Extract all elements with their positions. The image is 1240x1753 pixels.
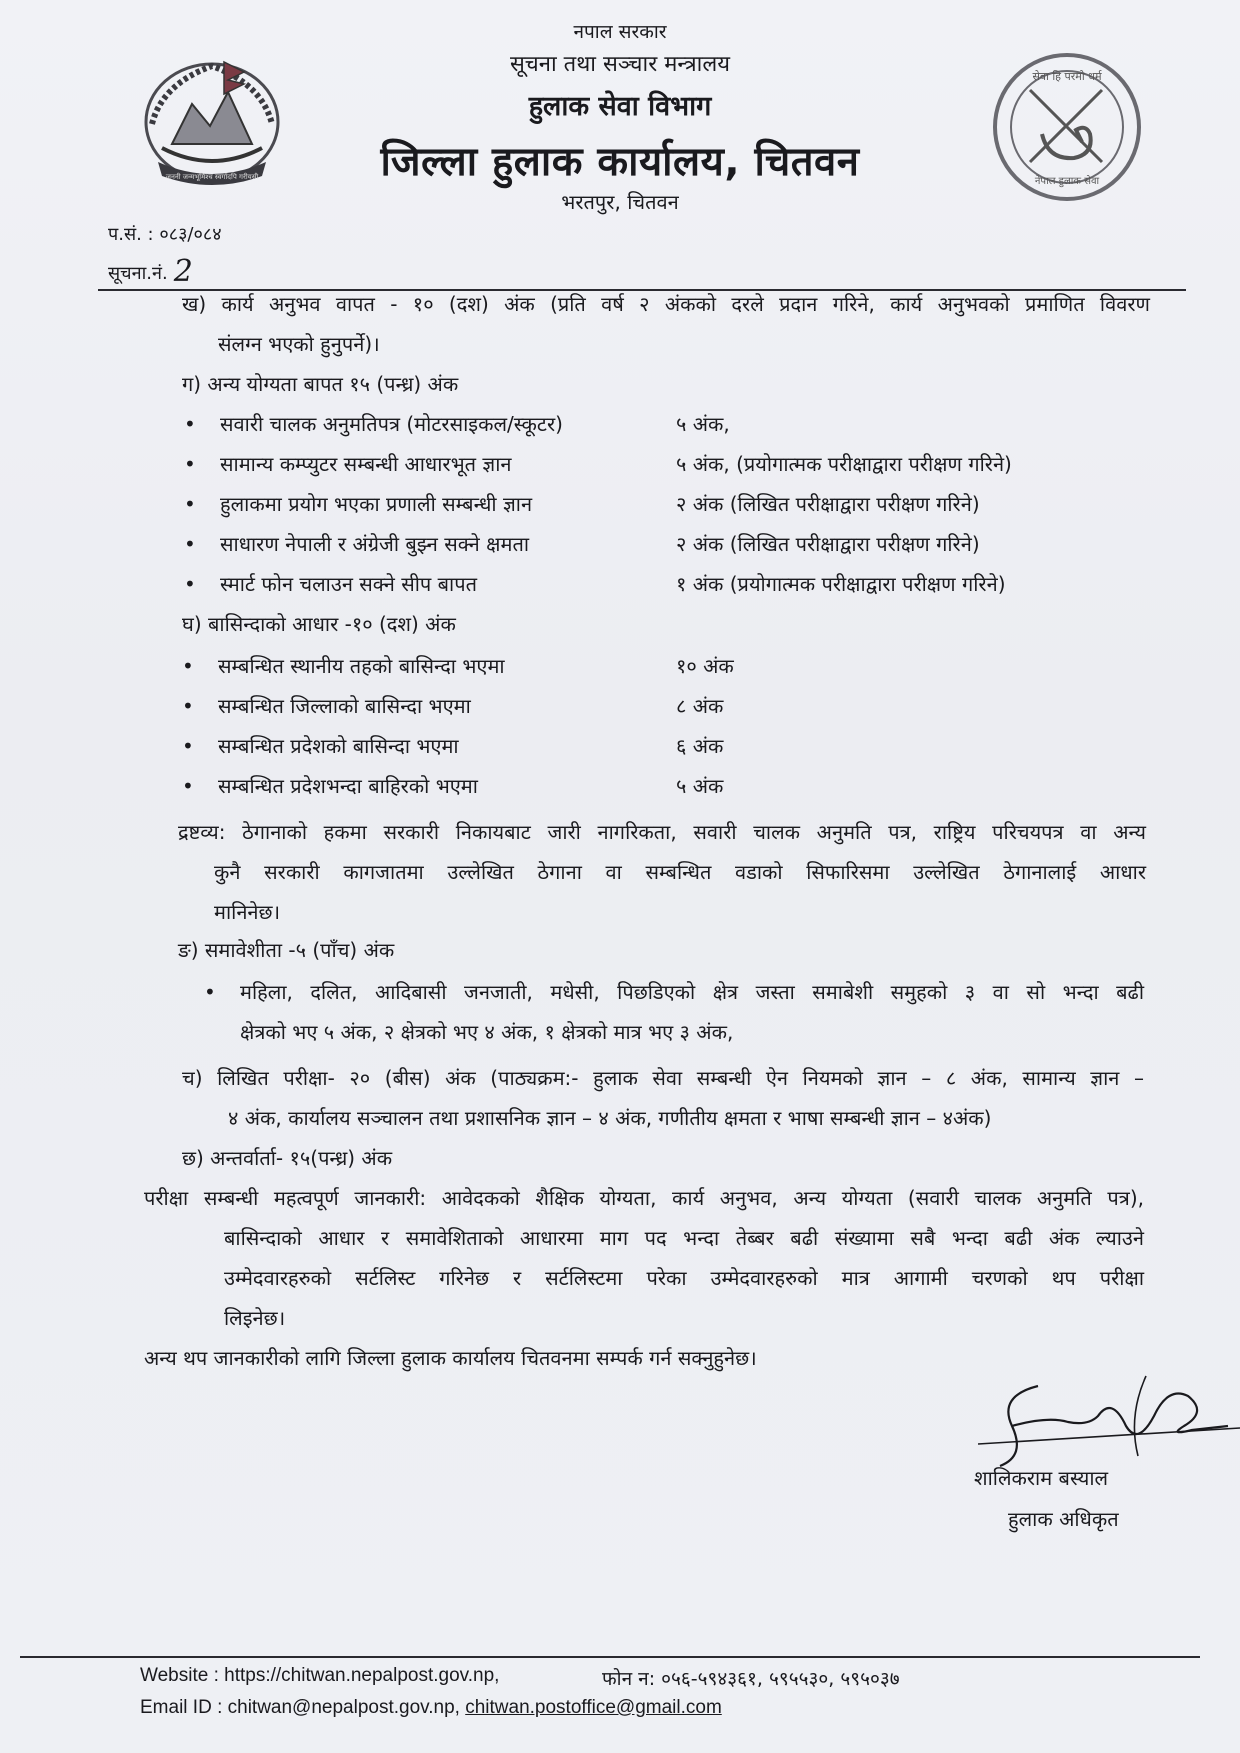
list-item-marks: ६ अंक <box>676 734 724 758</box>
list-item-marks: २ अंक (लिखित परीक्षाद्वारा परीक्षण गरिने) <box>676 532 980 556</box>
list-item-marks: ८ अंक <box>676 694 724 718</box>
exam-info-line-2: बासिन्दाको आधार र समावेशिताको आधारमा माग पद भन्दा तेब्बर बढी संख्यामा सबै भन्दा बढी अंक ल्याउने <box>224 1226 1144 1250</box>
seal-bottom-text: नेपाल हुलाक सेवा <box>1034 176 1100 187</box>
list-item-marks: ५ अंक, (प्रयोगात्मक परीक्षाद्वारा परीक्षण गरिने) <box>676 452 1012 476</box>
list-item: • सम्बन्धित स्थानीय तहको बासिन्दा भएमा <box>218 646 505 686</box>
section-chha-title: छ) अन्तर्वार्ता- १५(पन्ध्र) अंक <box>182 1146 393 1170</box>
footer-email-row <box>140 1697 722 1719</box>
section-ga-title: ग) अन्य योग्यता बापत १५ (पन्ध्र) अंक <box>182 372 459 396</box>
fiscal-year: प.सं. : ०८३/०८४ <box>108 224 222 245</box>
office-location: भरतपुर, चितवन <box>561 190 679 214</box>
footer-email: Email ID : chitwan@nepalpost.gov.np, <box>140 1697 460 1718</box>
list-item-marks: ५ अंक, <box>676 412 730 436</box>
contact-note: अन्य थप जानकारीको लागि जिल्ला हुलाक कार्यालय चितवनमा सम्पर्क गर्न सक्नुहुनेछ। <box>144 1346 757 1370</box>
list-item-marks: ५ अंक <box>676 774 724 798</box>
exam-info-line-3: उम्मेदवारहरुको सर्टलिस्ट गरिनेछ र सर्टलिस्टमा परेका उम्मेदवारहरुको मात्र आगामी चरणको थप परीक्षा <box>224 1266 1144 1290</box>
list-item: • सम्बन्धित प्रदेशको बासिन्दा भएमा <box>218 726 459 766</box>
footer-phone: फोन न: ०५६-५९४३६१, ५९५५३०, ५९५०३७ <box>602 1668 900 1690</box>
note-line-3: मानिनेछ। <box>214 900 281 924</box>
section-gha-title: घ) बासिन्दाको आधार -१० (दश) अंक <box>182 612 456 636</box>
section-cha-line-1: च) लिखित परीक्षा- २० (बीस) अंक (पाठ्यक्रम:- हुलाक सेवा सम्बन्धी ऐन नियमको ज्ञान – ८ अंक, सामान्य ज्ञान – <box>182 1066 1144 1090</box>
office-name: जिल्ला हुलाक कार्यालय, चितवन <box>380 139 860 185</box>
notice-number-row <box>108 252 193 287</box>
section-nga-line-2: क्षेत्रको भए ५ अंक, २ क्षेत्रको भए ४ अंक, १ क्षेत्रको मात्र भए ३ अंक, <box>240 1020 734 1044</box>
seal-top-text: सेवा हि परमो धर्म <box>1032 70 1102 83</box>
list-item: • सम्बन्धित प्रदेशभन्दा बाहिरको भएमा <box>218 766 478 806</box>
ministry-name: सूचना तथा सञ्चार मन्त्रालय <box>509 52 731 77</box>
footer-gmail-link[interactable]: chitwan.postoffice@gmail.com <box>465 1697 722 1718</box>
exam-info-line-1: परीक्षा सम्बन्धी महत्वपूर्ण जानकारी: आवेदकको शैक्षिक योग्यता, कार्य अनुभव, अन्य योग्यता (सवारी चालक अनुमति पत्र), <box>144 1186 1144 1210</box>
footer-divider <box>20 1656 1200 1658</box>
list-item: • साधारण नेपाली र अंग्रेजी बुझ्न सक्ने क्षमता <box>220 524 529 564</box>
notice-number: 2 <box>173 254 193 289</box>
list-item-marks: १० अंक <box>676 654 734 678</box>
signatory-title: हुलाक अधिकृत <box>1008 1507 1119 1531</box>
list-item: • स्मार्ट फोन चलाउन सक्ने सीप बापत <box>220 564 477 604</box>
note-line-1: द्रष्टव्य: ठेगानाको हकमा सरकारी निकायबाट जारी नागरिकता, सवारी चालक अनुमति पत्र, राष्ट्रिय परिचयपत्र वा अन्य <box>178 820 1146 844</box>
list-item: • सम्बन्धित जिल्लाको बासिन्दा भएमा <box>218 686 471 726</box>
section-cha-line-2: ४ अंक, कार्यालय सञ्चालन तथा प्रशासनिक ज्ञान – ४ अंक, गणीतीय क्षमता र भाषा सम्बन्धी ज्ञान – ४अंक) <box>228 1106 992 1130</box>
exam-info-line-4: लिइनेछ। <box>224 1306 286 1330</box>
list-item: • सामान्य कम्प्युटर सम्बन्धी आधारभूत ज्ञान <box>220 444 512 484</box>
note-line-2: कुनै सरकारी कागजातमा उल्लेखित ठेगाना वा सम्बन्धित वडाको सिफारिसमा उल्लेखित ठेगानालाई आधार <box>214 860 1146 884</box>
notice-number-label: सूचना.नं. <box>108 263 168 284</box>
section-kha-line-1: ख) कार्य अनुभव वापत - १० (दश) अंक (प्रति वर्ष २ अंकको दरले प्रदान गरिने, कार्य अनुभवको प्रमाणित विवरण <box>182 292 1150 316</box>
list-item-marks: १ अंक (प्रयोगात्मक परीक्षाद्वारा परीक्षण गरिने) <box>676 572 1006 596</box>
list-item-marks: २ अंक (लिखित परीक्षाद्वारा परीक्षण गरिने) <box>676 492 980 516</box>
footer-website: Website : https://chitwan.nepalpost.gov.np, <box>140 1665 500 1686</box>
department-name: हुलाक सेवा विभाग <box>528 91 712 122</box>
list-item: • सवारी चालक अनुमतिपत्र (मोटरसाइकल/स्कूटर) <box>220 404 563 444</box>
signatory-name: शालिकराम बस्याल <box>974 1466 1109 1490</box>
list-item: • हुलाकमा प्रयोग भएका प्रणाली सम्बन्धी ज्ञान <box>220 484 532 524</box>
emblem-motto: जननी जन्मभूमिश्च स्वर्गादपि गरीयसी <box>165 173 259 181</box>
section-kha-line-2: संलग्न भएको हुनुपर्ने)। <box>218 332 380 356</box>
section-nga-title: ङ) समावेशीता -५ (पाँच) अंक <box>178 938 395 962</box>
government-name: नपाल सरकार <box>573 21 667 43</box>
section-nga-line-1: • महिला, दलित, आदिबासी जनजाती, मधेसी, पिछडिएको क्षेत्र जस्ता समाबेशी समुहको ३ वा सो भन्दा बढी <box>240 972 1144 1012</box>
